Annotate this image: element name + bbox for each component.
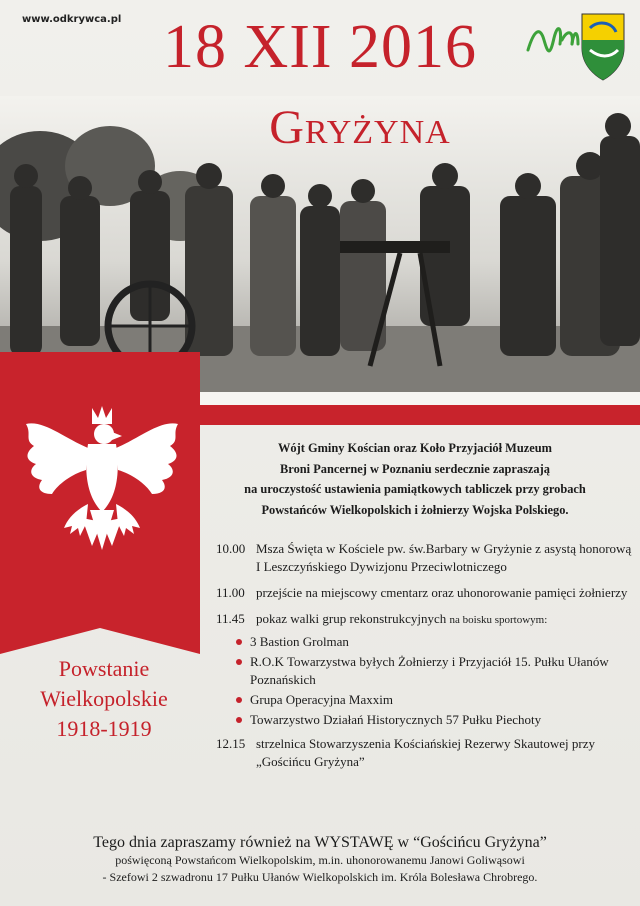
reenactment-groups-list: [236, 633, 636, 729]
schedule-item: [216, 584, 636, 602]
event-date: 18 XII 2016: [162, 13, 478, 81]
schedule-text: Msza Święta w Kościele pw. św.Barbary w Gryżynie z asystą honorową I Leszczyńskiego Dywizjonu Przeciwlotniczego: [256, 541, 632, 574]
exhibition-note-line: poświęconą Powstańcom Wielkopolskim, m.in. uhonorowanemu Janowi Goliwąsowi: [115, 853, 525, 867]
intro-line: Broni Pancernej w Poznaniu serdecznie zapraszają: [280, 461, 550, 476]
schedule-item: [216, 735, 636, 771]
schedule-time: 11.00: [216, 585, 245, 600]
schedule-time: 11.45: [216, 611, 245, 626]
exhibition-note-line: - Szefowi 2 szwadronu 17 Pułku Ułanów Wielkopolskich im. Króla Bolesława Chrobrego.: [102, 870, 538, 884]
watermark-url: www.odkrywca.pl: [22, 14, 122, 25]
schedule-time: 10.00: [216, 541, 246, 556]
intro-line: Wójt Gminy Kościan oraz Koło Przyjaciół Muzeum: [278, 441, 552, 455]
schedule-location-note: na boisku sportowym:: [449, 614, 548, 626]
uprising-caption-line2: Wielkopolskie: [40, 686, 168, 711]
reenactment-group: R.O.K Towarzystwa byłych Żołnierzy i Przyjaciół 15. Pułku Ułanów Poznańskich: [236, 653, 636, 689]
schedule-item: [216, 610, 636, 629]
schedule-text: strzelnica Stowarzyszenia Kościańskiej Rezerwy Skautowej przy „Gościńcu Gryżyna”: [256, 736, 595, 769]
gmina-coat-of-arms-logo: [520, 10, 630, 82]
schedule-text: pokaz walki grup rekonstrukcyjnych: [256, 611, 447, 626]
reenactment-group: 3 Bastion Grolman: [236, 633, 636, 651]
reenactment-group: Towarzystwo Działań Historycznych 57 Pułku Piechoty: [236, 711, 636, 729]
exhibition-note-headline: Tego dnia zapraszamy również na WYSTAWĘ w “Gościńcu Gryżyna”: [93, 834, 547, 851]
event-schedule: [216, 540, 636, 779]
schedule-time: 12.15: [216, 736, 246, 751]
uprising-caption: [18, 654, 190, 744]
white-eagle-emblem: [18, 400, 186, 570]
event-place: Gryżyna: [269, 101, 451, 154]
schedule-text-wrap: [256, 610, 636, 629]
schedule-text: przejście na miejscowy cmentarz oraz uhonorowanie pamięci żołnierzy: [256, 585, 628, 600]
exhibition-note: [0, 834, 640, 886]
intro-line: Powstańców Wielkopolskich i żołnierzy Wojska Polskiego.: [261, 502, 569, 517]
uprising-caption-line3: 1918-1919: [56, 716, 152, 741]
invitation-intro: [200, 438, 630, 520]
reenactment-group: Grupa Operacyjna Maxxim: [236, 691, 636, 709]
intro-line: na uroczystość ustawienia pamiątkowych tabliczek przy grobach: [244, 482, 586, 496]
uprising-caption-line1: Powstanie: [58, 656, 150, 681]
schedule-item: [216, 540, 636, 576]
